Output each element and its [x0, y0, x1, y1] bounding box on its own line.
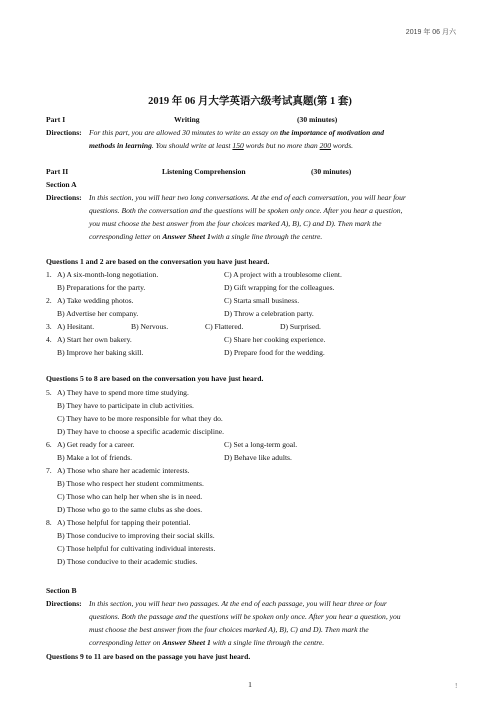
q3-number: 3.: [46, 322, 52, 331]
section-b-dir-line2: questions. Both the passage and the questions will be spoken only once. After you hear a question, you: [89, 612, 401, 621]
section-b-dir-line1: In this section, you will hear two passages. At the end of each passage, you will hear three or four: [89, 599, 387, 608]
q2-option-d: D) Throw a celebration party.: [224, 309, 314, 318]
q3-option-b: B) Nervous.: [131, 322, 169, 331]
q1-option-d: D) Gift wrapping for the colleagues.: [224, 283, 335, 292]
q2-option-b: B) Advertise her company.: [57, 309, 139, 318]
q7-option-b: B) Those who respect her student commitments.: [57, 479, 204, 488]
page-title: 2019 年 06 月大学英语六级考试真题(第 1 套): [148, 96, 352, 107]
part1-directions-line2: [89, 140, 353, 151]
q7-option-a: A) Those who share her academic interests.: [57, 466, 190, 475]
section-b-directions-label: Directions:: [46, 599, 82, 608]
part2-time: (30 minutes): [311, 167, 352, 176]
q3-option-c: C) Flattered.: [205, 322, 244, 331]
q8-number: 8.: [46, 518, 52, 527]
part2-name: Listening Comprehension: [162, 167, 246, 176]
q8-option-a: A) Those helpful for tapping their potential.: [57, 518, 191, 527]
section-a-label: Section A: [46, 180, 77, 189]
q4-option-d: D) Prepare food for the wedding.: [224, 348, 325, 357]
part1-directions-label: Directions:: [46, 128, 82, 137]
section-b-dir-line4: [89, 637, 324, 648]
section-b-dir-line4a: corresponding letter on: [89, 638, 163, 647]
q7-number: 7.: [46, 466, 52, 475]
q1-option-b: B) Preparations for the party.: [57, 283, 146, 292]
part2-dir-line4: [89, 231, 322, 242]
q2-number: 2.: [46, 296, 52, 305]
q4-option-a: A) Start her own bakery.: [57, 335, 132, 344]
q6-number: 6.: [46, 440, 52, 449]
group1-heading: Questions 1 and 2 are based on the conversation you have just heard.: [46, 257, 270, 266]
section-b-label: Section B: [46, 586, 77, 595]
q6-option-c: C) Set a long-term goal.: [224, 440, 298, 449]
part2-dir-line4b: Answer Sheet 1: [162, 232, 211, 241]
q1-option-c: C) A project with a troublesome client.: [224, 270, 342, 279]
q1-option-a: A) A six-month-long negotiation.: [57, 270, 159, 279]
q6-option-d: D) Behave like adults.: [224, 453, 292, 462]
q5-number: 5.: [46, 388, 52, 397]
part1-dir-e: 150: [232, 141, 244, 150]
part1-dir-d: . You should write at least: [151, 141, 233, 150]
section-b-dir-line4b: Answer Sheet 1: [162, 638, 211, 647]
part1-dir-c: methods in learning: [89, 141, 152, 150]
part1-dir-b: the importance of motivation and: [279, 128, 385, 137]
part1-dir-a: For this part, you are allowed 30 minutes to write an essay on: [89, 128, 280, 137]
part2-dir-line1: In this section, you will hear two long conversations. At the end of each conversation, you will hear four: [89, 193, 406, 202]
part2-directions-label: Directions:: [46, 193, 82, 202]
part1-name: Writing: [174, 115, 200, 124]
q7-option-d: D) Those who go to the same clubs as she does.: [57, 505, 203, 514]
header-right-text: 2019 年 06 月六: [405, 29, 456, 36]
q7-option-c: C) Those who can help her when she is in need.: [57, 492, 203, 501]
q1-number: 1.: [46, 270, 52, 279]
part1-dir-f: words but no more than: [243, 141, 320, 150]
q3-option-d: D) Surprised.: [280, 322, 321, 331]
q2-option-a: A) Take wedding photos.: [57, 296, 134, 305]
q5-option-b: B) They have to participate in club activities.: [57, 401, 194, 410]
q4-option-b: B) Improve her baking skill.: [57, 348, 144, 357]
part2-dir-line2: questions. Both the conversation and the questions will be spoken only once. After you hear a question,: [89, 206, 403, 215]
section-b-dir-line4c: with a single line through the centre.: [210, 638, 325, 647]
part2-label: Part II: [46, 167, 69, 176]
part2-dir-line4a: corresponding letter on: [89, 232, 163, 241]
q8-option-b: B) Those conducive to improving their social skills.: [57, 531, 215, 540]
q4-option-c: C) Share her cooking experience.: [224, 335, 326, 344]
section-b-dir-line3: must choose the best answer from the four choices marked A), B), C) and D). Then mark the: [89, 625, 369, 634]
corner-mark: !: [455, 682, 458, 690]
q5-option-c: C) They have to be more responsible for what they do.: [57, 414, 223, 423]
q8-option-c: C) Those helpful for cultivating individual interests.: [57, 544, 216, 553]
part1-dir-h: words.: [331, 141, 354, 150]
q4-number: 4.: [46, 335, 52, 344]
q3-option-a: A) Hesitant.: [57, 322, 95, 331]
q2-option-c: C) Starta small business.: [224, 296, 300, 305]
q8-option-d: D) Those conducive to their academic studies.: [57, 557, 198, 566]
part1-directions-line1: [89, 127, 384, 138]
q5-option-a: A) They have to spend more time studying.: [57, 388, 189, 397]
section-b-heading: Questions 9 to 11 are based on the passage you have just heard.: [46, 652, 251, 661]
part1-dir-g: 200: [319, 141, 331, 150]
part1-label: Part I: [46, 115, 66, 124]
page-number: 1: [248, 680, 252, 689]
q6-option-b: B) Make a lot of friends.: [57, 453, 133, 462]
q6-option-a: A) Get ready for a career.: [57, 440, 135, 449]
part2-dir-line4c: with a single line through the centre.: [210, 232, 323, 241]
group2-heading: Questions 5 to 8 are based on the conversation you have just heard.: [46, 374, 264, 383]
q5-option-d: D) They have to choose a specific academic discipline.: [57, 427, 225, 436]
part1-time: (30 minutes): [297, 115, 338, 124]
part2-dir-line3: you must choose the best answer from the four choices marked A), B), C) and D). Then mark the: [89, 219, 382, 228]
